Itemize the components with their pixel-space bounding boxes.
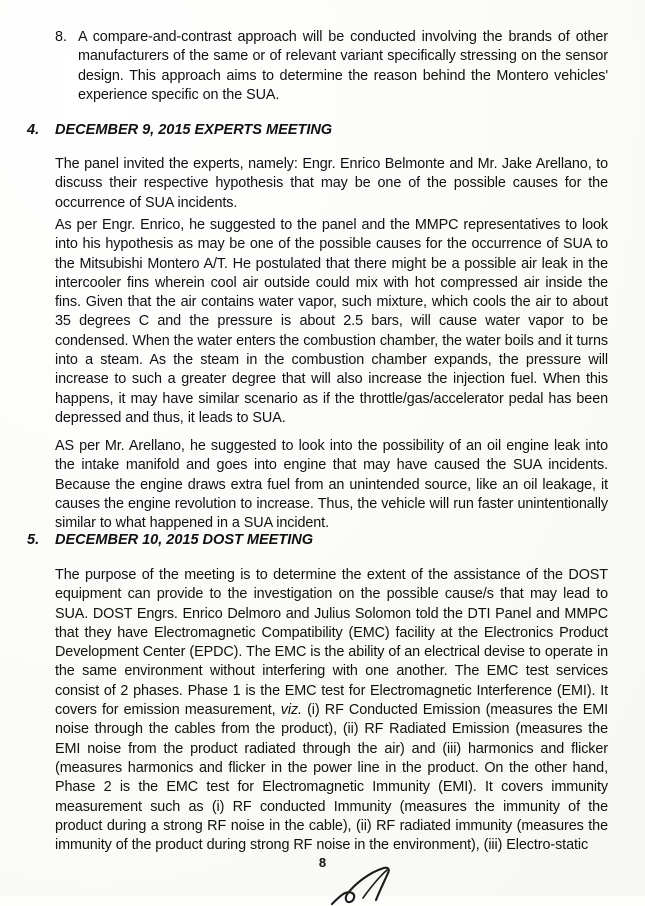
list-item-number: 8. bbox=[55, 29, 67, 45]
section-number: 5. bbox=[27, 532, 40, 548]
section-heading-4 bbox=[27, 121, 607, 140]
section-number: 4. bbox=[27, 122, 40, 138]
list-item bbox=[55, 28, 608, 105]
paragraph-dost-italic-viz: viz. bbox=[280, 702, 302, 719]
section-title: DECEMBER 10, 2015 DOST MEETING bbox=[55, 532, 314, 548]
paragraph-experts-intro: The panel invited the experts, namely: Engr. Enrico Belmonte and Mr. Jake Arellano, to discuss their respective hypothesis that may be one of the possible causes for the occurrence of SUA incidents. bbox=[55, 156, 608, 211]
paragraph-dost-part1: The purpose of the meeting is to determine the extent of the assistance of the DOST equipment can provide to the investigation on the possible cause/s that may lead to SUA. DOST Engrs. Enrico Delmoro and Julius Solomon told the DTI Panel and MMPC that they have Electromagnetic Compatibility (EMC) facility at the Electronics Product Development Center (EPDC). The EMC is the ability of an electrical devise to operate in the same environment without interfering with one another. The EMC test services consist of 2 phases. Phase 1 is the EMC test for Electromagnetic Interference (EMI). It covers for emission measurement, bbox=[55, 567, 608, 719]
section-title: DECEMBER 9, 2015 EXPERTS MEETING bbox=[55, 122, 333, 138]
list-item-text: A compare-and-contrast approach will be conducted involving the brands of other manufacturers of the same or of relevant variant specifically stressing on the sensor design. This approach aims to determine the reason behind the Montero vehicles' experience specific on the SUA. bbox=[78, 29, 608, 103]
paragraph-dost-meeting bbox=[55, 566, 608, 855]
section-heading-5 bbox=[27, 531, 607, 550]
paragraph-arellano-hypothesis: AS per Mr. Arellano, he suggested to look into the possibility of an oil engine leak into the intake manifold and goes into engine that may have caused the SUA incidents. Because the engine draws extra fuel from an unintended source, like an oil leakage, it causes the engine revolution to increase. Thus, the vehicle will run faster unintentionally similar to what happened in a SUA incident. bbox=[55, 438, 608, 532]
paragraph-dost-part2: (i) RF Conducted Emission (measures the EMI noise through the cables from the product), (ii) RF Radiated Emission (measures the EMI noise from the product radiated through the air) and (iii) harmonics and flicker (measures harmonics and flicker in the power line in the product. On the other hand, Phase 2 is the EMC test for Electromagnetic Immunity (EMI). It covers immunity measurement such as (i) RF conducted Immunity (measures the immunity of the product during a strong RF noise in the cable), (ii) RF radiated immunity (measures the immunity of the product during strong RF noise in the environment), (iii) Electro-static bbox=[55, 702, 608, 854]
page-number: 8 bbox=[318, 855, 327, 870]
paragraph-enrico-hypothesis: As per Engr. Enrico, he suggested to the panel and the MMPC representatives to look into his hypothesis as may be one of the possible causes for the occurrence of SUA to the Mitsubishi Montero A/T. He postulated that there might be a possible air leak in the intercooler fins wherein cool air outside could mix with hot compressed air inside the fins. Given that the air contains water vapor, such mixture, which cools the air to about 35 degrees C and the pressure is about 2.5 bars, will cause water vapor to be condensed. When the water enters the combustion chamber, the water boils and it turns into a steam. As the steam in the combustion chamber expands, the pressure will increase to such a greater degree that will also increase the injection fuel. When this happens, it may have similar scenario as if the throttle/gas/accelerator pedal has been depressed and thus, it leads to SUA. bbox=[55, 217, 608, 426]
handwritten-signature bbox=[330, 866, 460, 906]
signature-stroke-icon bbox=[330, 866, 460, 906]
